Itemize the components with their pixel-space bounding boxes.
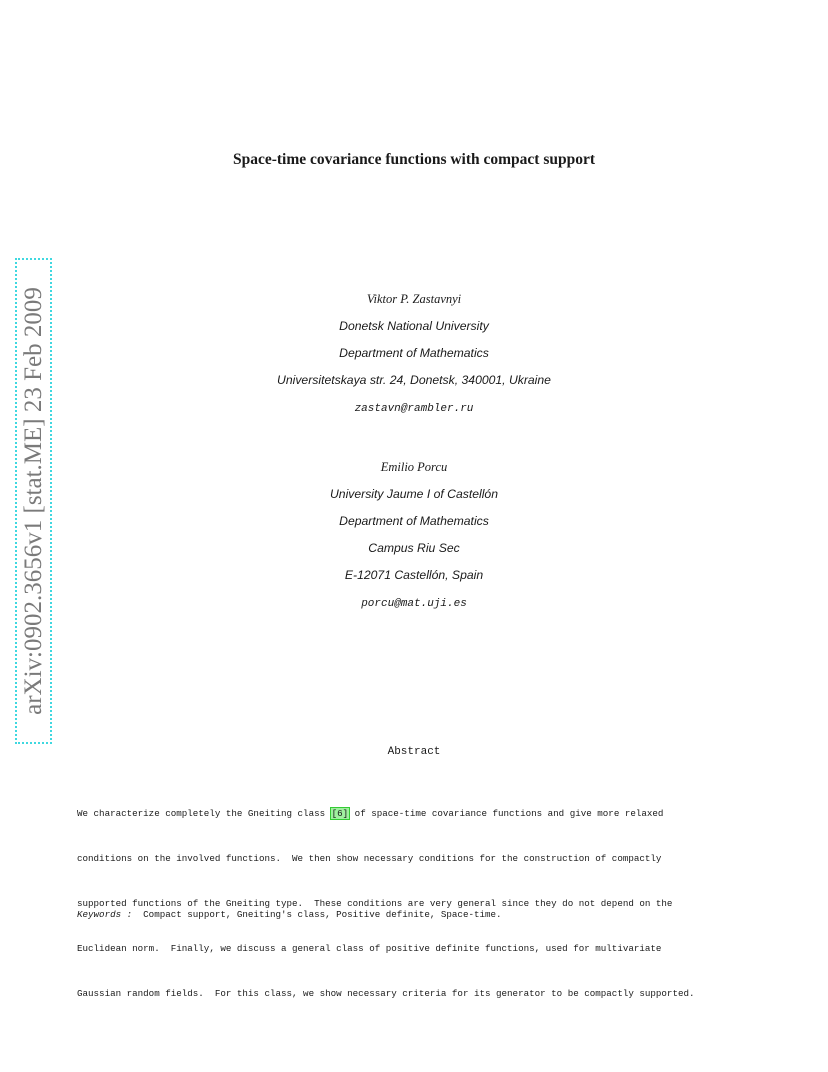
author-block-2 — [0, 454, 828, 616]
arxiv-identifier-text: arXiv:0902.3656v1 [stat.ME] 23 Feb 2009 — [19, 287, 47, 715]
abstract-text: of space-time covariance functions and give more relaxed — [349, 808, 664, 819]
citation-link[interactable]: [6] — [331, 808, 349, 819]
abstract-line: supported functions of the Gneiting type. These conditions are very general since they do not depend on the — [77, 898, 673, 909]
keywords-text: Compact support, Gneiting's class, Positive definite, Space-time. — [132, 909, 502, 920]
keywords-label: Keywords : — [77, 909, 133, 920]
author-email[interactable]: zastavn@rambler.ru — [354, 403, 474, 415]
abstract-text: We characterize completely the Gneiting class — [77, 808, 331, 819]
abstract-line: Gaussian random fields. For this class, we show necessary criteria for its generator to be compactly supported. — [77, 988, 695, 999]
author-email[interactable]: porcu@mat.uji.es — [361, 598, 467, 610]
author-address-line2: E-12071 Castellón, Spain — [344, 568, 484, 582]
author-name: Emilio Porcu — [380, 460, 448, 474]
keywords — [77, 909, 797, 920]
author-department: Department of Mathematics — [339, 346, 489, 360]
abstract-heading: Abstract — [387, 746, 441, 758]
author-institution: University Jaume I of Castellón — [330, 487, 498, 501]
abstract-line: conditions on the involved functions. We then show necessary conditions for the construction of compactly — [77, 853, 662, 864]
author-address-line1: Campus Riu Sec — [368, 541, 460, 555]
author-institution: Donetsk National University — [339, 319, 489, 333]
abstract-line — [77, 806, 797, 821]
author-block-1 — [0, 286, 828, 421]
abstract-body — [77, 776, 797, 1016]
author-department: Department of Mathematics — [339, 514, 489, 528]
author-name: Viktor P. Zastavnyi — [366, 292, 462, 306]
author-address: Universitetskaya str. 24, Donetsk, 340001, Ukraine — [277, 373, 551, 387]
abstract-line: Euclidean norm. Finally, we discuss a general class of positive definite functions, used for multivariate — [77, 943, 662, 954]
paper-title: Space-time covariance functions with compact support — [232, 151, 596, 168]
